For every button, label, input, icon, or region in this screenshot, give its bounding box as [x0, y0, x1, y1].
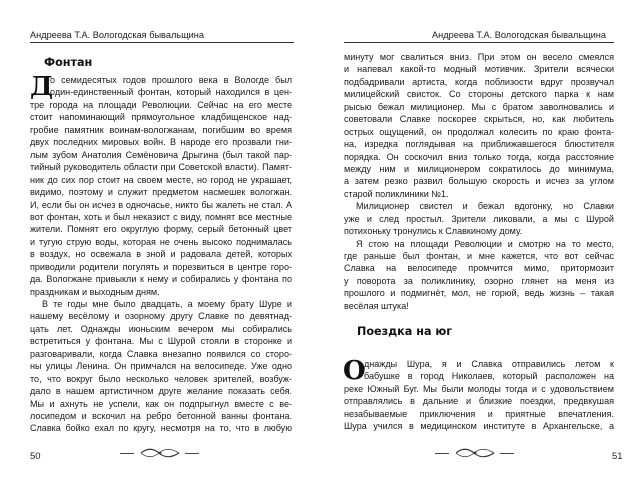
footer-rule — [435, 453, 449, 454]
ornament-icon — [139, 446, 181, 460]
text-line: милицейский свисток. Со стороны детского парка к нам — [344, 89, 614, 100]
text-line: между ним и милиционером сократилось до минимума, — [344, 163, 614, 174]
body-text — [344, 383, 614, 433]
text-line: двух последних мировых войн. В народе его прозвали гни- — [30, 137, 292, 148]
first-lines — [50, 74, 292, 99]
text-line: реке Южный Буг. Мы были молоды тогда и с удовольствием — [344, 384, 614, 394]
footer-rule — [500, 453, 514, 454]
text-line: тийный руководитель области при Советской власти). Памят- — [30, 162, 292, 173]
text-line: Мы и ахнуть не успели, как он подпрыгнул вместе с ве- — [30, 398, 292, 409]
text-line: отправлялись в дальние и близкие поездки, предвкушая — [344, 396, 614, 407]
text-line: жители. Помнят его округлую форму, серый бетонный цвет — [30, 224, 292, 235]
text-line: ник до сих пор стоит на своем месте, но город не украшает, — [30, 174, 292, 185]
text-line: один-единственный фонтан, который находился в цен- — [50, 87, 292, 98]
text-line: нашему весёлому и озорному другу Славке по девятнад- — [30, 311, 292, 322]
section-title: Фонтан — [44, 56, 93, 69]
text-line: порядка. Он соскочил вниз только тогда, когда расстояние — [344, 151, 614, 162]
text-line: лосипедом и вскочил на ребро бетонной ванны фонтана. — [30, 410, 292, 421]
text-line: острых ощущений, он продолжал колесить по краю фонта- — [344, 126, 614, 137]
text-line: приводили родители погулять и порезвиться в центре горо- — [30, 261, 292, 272]
text-line: минуту мог свалиться вниз. При этом он весело смеялся — [344, 52, 614, 62]
footer-rule — [120, 453, 134, 454]
text-line: о семидесятых годов прошлого века в Вологде был — [50, 75, 292, 85]
text-line: тре города на площади Революции. Сейчас на его месте — [30, 100, 292, 110]
text-line: весёлая штука! — [344, 300, 409, 311]
text-line: Милиционер свистел и бежал вдогонку, но Славки — [356, 201, 614, 212]
drop-cap: О — [343, 356, 366, 386]
text-line: на, изредка поглядывая на приближавшегося блюстителя — [344, 139, 614, 150]
text-line: дало в нашем артистичном друге желание показать себя. — [30, 386, 292, 397]
text-line: Я стою на площади Революции и смотрю на то место, — [356, 238, 614, 249]
text-line: потихоньку тронулись к Славкиному дому. — [344, 226, 523, 237]
text-line: Славка на велосипеде промчится мимо, притормозит — [344, 263, 614, 274]
ornament-icon — [454, 446, 496, 460]
text-line: то, что вокруг было несколько человек зрителей, возбуж- — [30, 373, 292, 384]
text-line: у поворота за поликлинику, озорно глянет на меня из — [344, 275, 614, 286]
text-line: И, если бы он исчез в одночасье, никто бы жалеть не стал. А — [30, 199, 292, 210]
text-line: старой поликлиники №1. — [344, 188, 449, 199]
first-lines — [364, 358, 614, 383]
text-line: рысью бежал милиционер. Мы с братом заволновались и — [344, 101, 614, 112]
body-text — [344, 51, 614, 312]
text-line: разговаривали, когда Славка внезапно появился со сторо- — [30, 348, 292, 359]
text-line: Шура учился в медицинском институте в Архангельске, а — [344, 421, 614, 432]
page-number: 51 — [612, 451, 623, 462]
text-line: а затем резко развил большую скорость и исчез за углом — [344, 176, 614, 187]
section-title: Поездка на юг — [357, 325, 453, 338]
running-head: Андреева Т.А. Вологодская бывальщина — [30, 30, 204, 40]
text-line: незабываемые приключения и приятные впечатления. — [344, 408, 614, 419]
page-number: 50 — [30, 451, 41, 462]
drop-cap: Д — [30, 72, 54, 102]
header-rule — [30, 42, 294, 43]
text-line: лым зубом Анатолия Семёновича Дрыгина (был такой пар- — [30, 149, 292, 160]
text-line: встретиться у фонтана. Мы с Шурой стояли в сторонке и — [30, 336, 292, 347]
text-line: да. Вологжане привыкли к нему и собирались у фонтана по — [30, 274, 292, 285]
body-text — [30, 99, 292, 435]
header-rule — [344, 42, 614, 43]
text-line: стоит напоминающий прямоугольное кладбищенское над- — [30, 112, 292, 123]
running-head: Андреева Т.А. Вологодская бывальщина — [432, 30, 606, 40]
text-line: советовали Славке поскорее скрыться, но, как любитель — [344, 114, 614, 125]
text-line: праздникам и выходным дням. — [30, 286, 160, 297]
right-page — [319, 0, 638, 491]
text-line: гробие памятник воинам-вологжанам, погибшим во время — [30, 124, 292, 135]
text-line: видимо, поэтому и служит предметом насмешек вологжан. — [30, 187, 292, 198]
text-line: где раньше был фонтан, и мне кажется, что вот сейчас — [344, 251, 614, 261]
text-line: и тугую струю воды, которая не очень высоко поднималась — [30, 236, 292, 247]
text-line: бабушке в город Николаев, который расположен на — [364, 371, 614, 382]
text-line: Славка бойко ехал по кругу, несмотря на то, что в любую — [30, 423, 292, 434]
footer-rule — [185, 453, 199, 454]
text-line: подбадривали артиста, когда поблизости вдруг прозвучал — [344, 76, 614, 87]
text-line: и напевал какой-то модный мотивчик. Зрители всячески — [344, 64, 614, 75]
text-line: прошлого и подмигнёт, мол, не горюй, ведь жизнь – такая — [344, 288, 614, 299]
text-line: вот фонтан, хоть и был неказист с виду, помнят все местные — [30, 211, 292, 222]
text-line: уже и след простыл. Зрители ликовали, а мы с Шурой — [344, 213, 614, 224]
text-line: в воздух, но освежала в зной и радовала детей, которых — [30, 249, 292, 260]
text-line: днажды Шура, я и Славка отправились летом к — [364, 359, 614, 369]
text-line: ны улицы Ленина. Он примчался на велосипеде. Уже одно — [30, 361, 292, 372]
text-line: цать лет. Однажды июньским вечером мы собирались — [30, 323, 292, 334]
text-line: В те годы мне было двадцать, а моему брату Шуре и — [42, 299, 292, 309]
